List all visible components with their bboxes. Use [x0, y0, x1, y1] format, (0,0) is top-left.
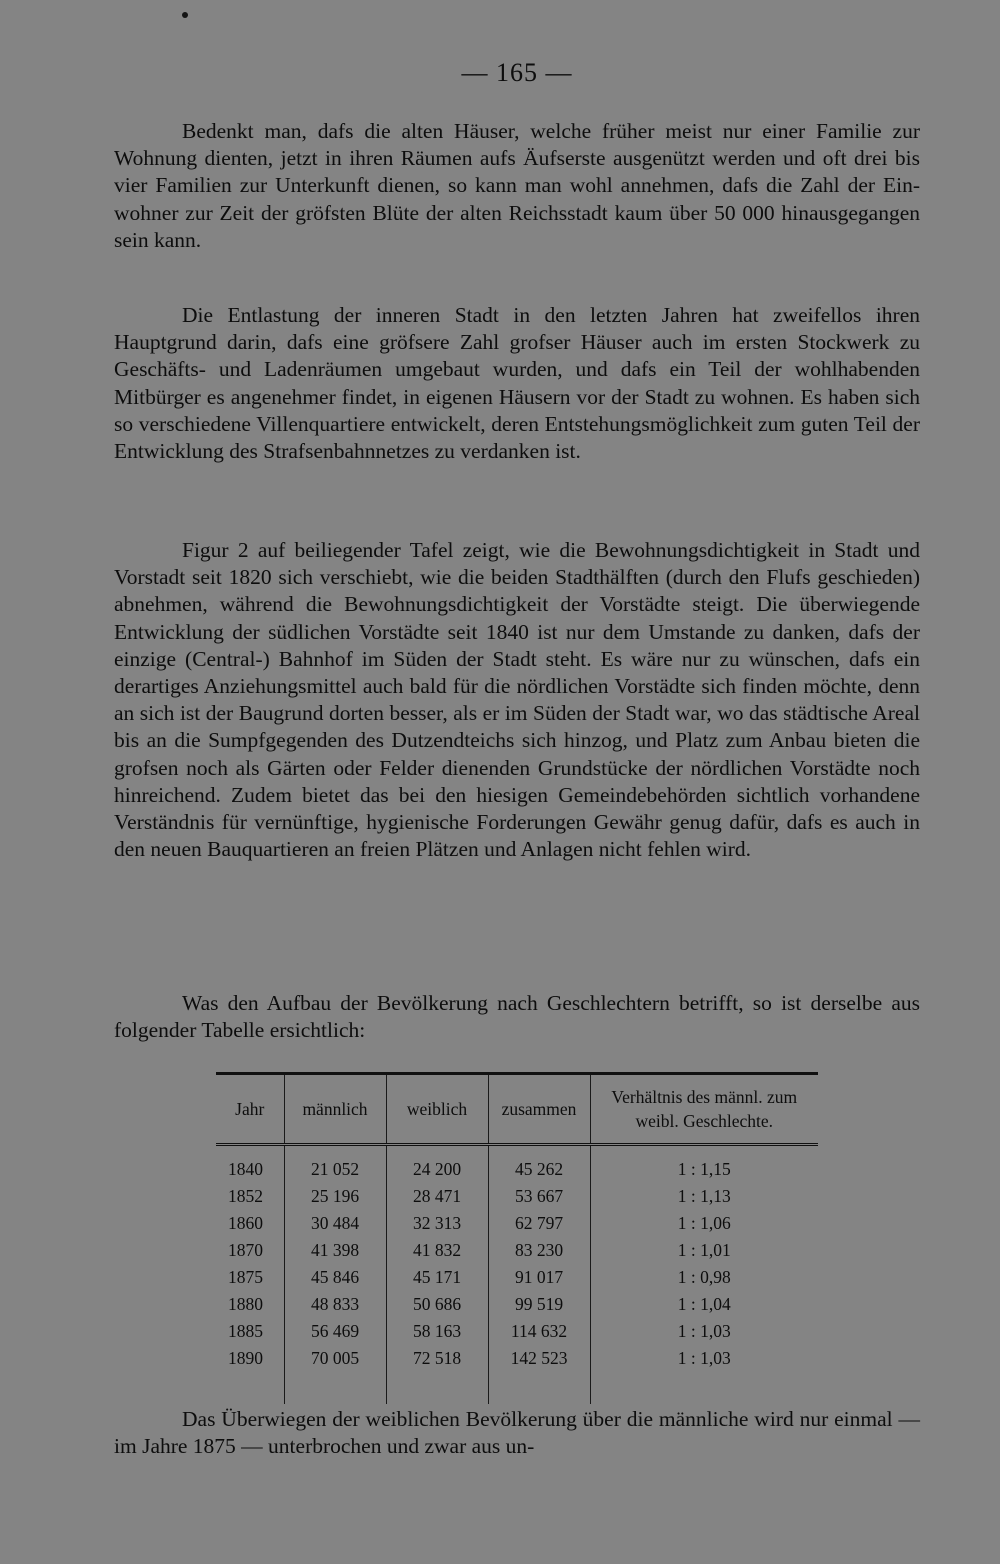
header-verhaeltnis: Verhältnis des männl. zum weibl. Geschlechte.	[590, 1074, 818, 1145]
table-row	[216, 1318, 818, 1345]
cell-weiblich: 58 163	[386, 1318, 488, 1345]
cell-weiblich: 45 171	[386, 1264, 488, 1291]
header-zusammen: zusammen	[488, 1074, 590, 1145]
cell-verhaeltnis: 1 : 1,13	[590, 1183, 818, 1210]
cell-maennlich: 45 846	[284, 1264, 386, 1291]
cell-zusammen: 45 262	[488, 1145, 590, 1184]
cell-jahr: 1885	[228, 1321, 263, 1341]
table-row	[216, 1345, 818, 1372]
cell-jahr: 1860	[228, 1213, 263, 1233]
cell-maennlich: 70 005	[284, 1345, 386, 1372]
paragraph-table-intro: Was den Aufbau der Bevölkerung nach Geschlechtern betrifft, so ist derselbe aus folgender Tabelle ersichtlich:	[114, 991, 920, 1043]
paragraph-population-estimate: Bedenkt man, dafs die alten Häuser, welche früher meist nur einer Familie zur Wohnung dienten, jetzt in ihren Räumen aufs Äufserste ausgenützt werden und oft drei bis vier Familien zur Unterkunft dienen, so kann man wohl annehmen, dafs die Zahl der Einwohner zur Zeit der gröfsten Blüte der alten Reichsstadt kaum über 50 000 hinausgegangen sein kann.	[114, 119, 920, 252]
table-row	[216, 1145, 818, 1184]
cell-maennlich: 30 484	[284, 1210, 386, 1237]
cell-jahr: 1870	[228, 1240, 263, 1260]
cell-verhaeltnis: 1 : 1,03	[590, 1318, 818, 1345]
cell-weiblich: 41 832	[386, 1237, 488, 1264]
spacer-cell	[590, 1372, 818, 1404]
cell-zusammen: 83 230	[488, 1237, 590, 1264]
cell-verhaeltnis: 1 : 0,98	[590, 1264, 818, 1291]
spacer-cell	[284, 1372, 386, 1404]
cell-zusammen: 91 017	[488, 1264, 590, 1291]
table-row	[216, 1264, 818, 1291]
population-by-sex-table	[216, 1072, 818, 1404]
cell-verhaeltnis: 1 : 1,03	[590, 1345, 818, 1372]
cell-maennlich: 21 052	[284, 1145, 386, 1184]
data-table	[216, 1072, 818, 1404]
cell-weiblich: 72 518	[386, 1345, 488, 1372]
cell-maennlich: 25 196	[284, 1183, 386, 1210]
header-maennlich: männlich	[284, 1074, 386, 1145]
table-header-row	[216, 1074, 818, 1145]
print-speck	[182, 12, 188, 18]
cell-verhaeltnis: 1 : 1,04	[590, 1291, 818, 1318]
cell-weiblich: 32 313	[386, 1210, 488, 1237]
table-body	[216, 1145, 818, 1405]
cell-zusammen: 142 523	[488, 1345, 590, 1372]
cell-weiblich: 24 200	[386, 1145, 488, 1184]
paragraph-female-majority: Das Überwiegen der weiblichen Bevölkerung über die männliche wird nur einmal — im Jahre 1875 — unterbrochen und zwar aus un-	[114, 1407, 920, 1459]
cell-zusammen: 114 632	[488, 1318, 590, 1345]
cell-maennlich: 48 833	[284, 1291, 386, 1318]
table-row	[216, 1237, 818, 1264]
table-bottom-spacer	[216, 1372, 818, 1404]
spacer-cell	[488, 1372, 590, 1404]
cell-maennlich: 56 469	[284, 1318, 386, 1345]
cell-weiblich: 28 471	[386, 1183, 488, 1210]
paragraph-density-figure: Figur 2 auf beiliegender Tafel zeigt, wie die Bewohnungsdichtigkeit in Stadt und Vorstadt seit 1820 sich verschiebt, wie die beiden Stadthälften (durch den Flufs geschieden) abnehmen, während die Bewohnungsdichtigkeit der Vorstädte steigt. Die überwiegende Entwicklung der südlichen Vorstädte seit 1840 ist nur dem Umstande zu danken, dafs der einzige (Central-) Bahnhof im Süden der Stadt steht. Es wäre nur zu wünschen, dafs ein derartiges Anziehungsmittel auch bald für die nördlichen Vorstädte sich finden möchte, denn an sich ist der Baugrund dorten besser, als er im Süden der Stadt war, wo das städtische Areal bis an die Sumpfgegenden des Dutzendteichs sich hinzog, und Platz zum Anbau bieten die grofsen noch als Gärten oder Felder dienenden Grundstücke der nördlichen Vorstädte noch hinreichend. Zudem bietet das bei den hiesigen Gemeindebehörden sichtlich vorhandene Verständnis für vernünftige, hygienische Forderungen Gewähr genug dafür, dafs es auch in den neuen Bauquartieren an freien Plätzen und Anlagen nicht fehlen wird.	[114, 538, 920, 862]
header-weiblich: weiblich	[386, 1074, 488, 1145]
spacer-cell	[386, 1372, 488, 1404]
cell-jahr: 1880	[228, 1294, 263, 1314]
paragraph-inner-city-relief: Die Entlastung der inneren Stadt in den letzten Jahren hat zweifellos ihren Hauptgrund darin, dafs eine gröfsere Zahl grofser Häuser auch im ersten Stockwerk zu Geschäfts- und Ladenräumen umgebaut wurden, und dafs ein Teil der wohlhabenden Mitbürger es angenehmer findet, in eigenen Häusern vor der Stadt zu wohnen. Es haben sich so verschiedene Villenquartiere entwickelt, deren Entstehungsmöglichkeit zum guten Teil der Entwicklung des Strafsenbahnnetzes zu verdanken ist.	[114, 303, 920, 464]
table-row	[216, 1291, 818, 1318]
cell-jahr: 1840	[228, 1159, 263, 1179]
table-row	[216, 1210, 818, 1237]
spacer-cell	[216, 1372, 284, 1404]
header-jahr: Jahr	[235, 1099, 265, 1119]
table-row	[216, 1183, 818, 1210]
cell-jahr: 1875	[228, 1267, 263, 1287]
cell-verhaeltnis: 1 : 1,06	[590, 1210, 818, 1237]
cell-verhaeltnis: 1 : 1,01	[590, 1237, 818, 1264]
cell-jahr: 1852	[228, 1186, 263, 1206]
cell-zusammen: 62 797	[488, 1210, 590, 1237]
cell-zusammen: 99 519	[488, 1291, 590, 1318]
cell-weiblich: 50 686	[386, 1291, 488, 1318]
cell-zusammen: 53 667	[488, 1183, 590, 1210]
page-number: — 165 —	[461, 58, 573, 87]
cell-maennlich: 41 398	[284, 1237, 386, 1264]
cell-verhaeltnis: 1 : 1,15	[590, 1145, 818, 1184]
cell-jahr: 1890	[228, 1348, 263, 1368]
